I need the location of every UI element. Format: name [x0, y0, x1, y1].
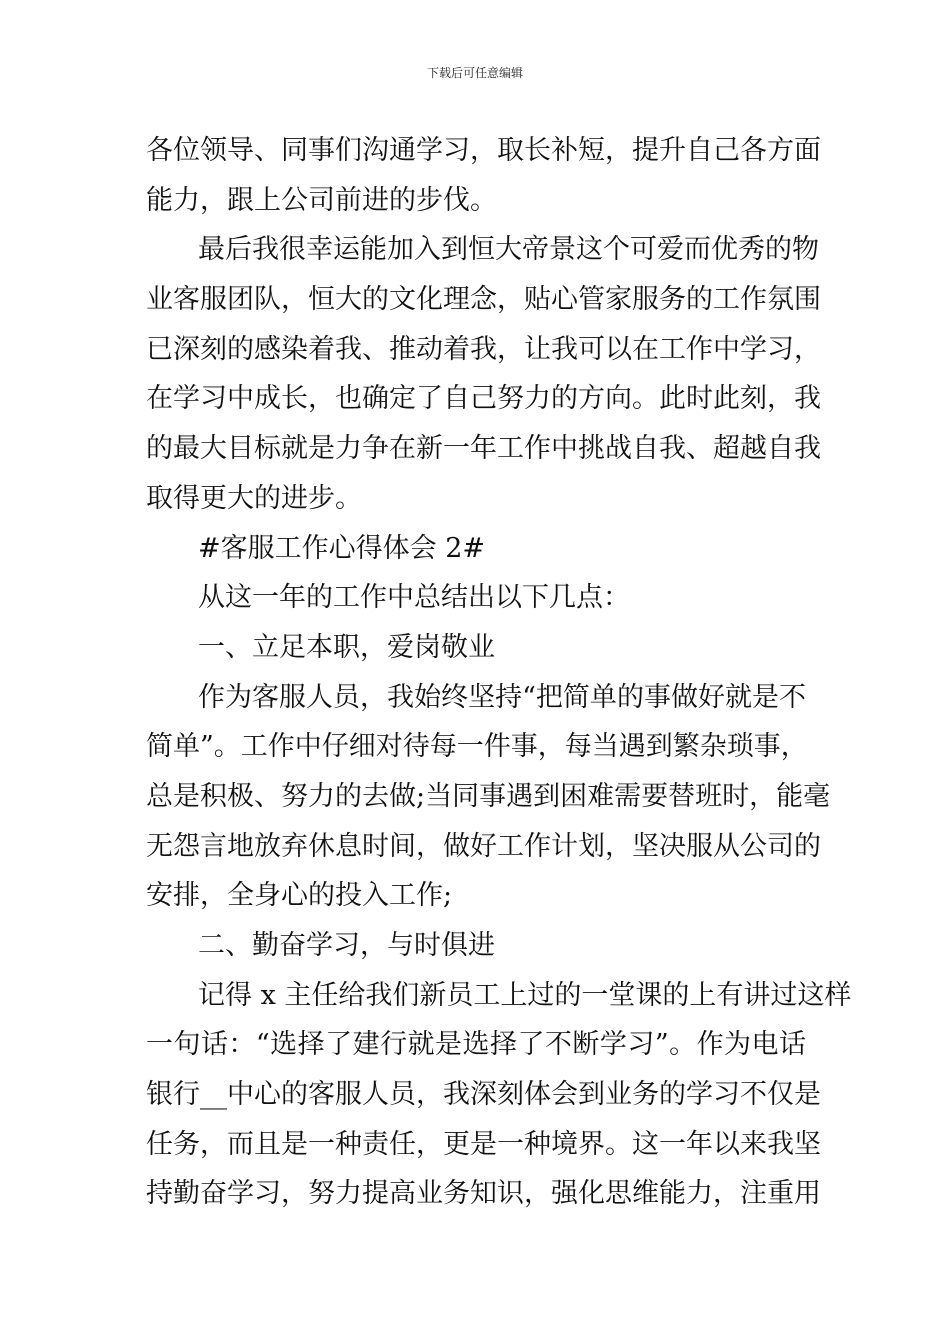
- paragraph-start-line: 从这一年的工作中总结出以下几点：: [198, 582, 630, 614]
- section-heading: 二、勤奋学习，与时俱进: [198, 930, 495, 961]
- text-line: 的最大目标就是力争在新一年工作中挑战自我、超越自我: [146, 433, 821, 465]
- text-line: 一句话：“选择了建行就是选择了不断学习”。作为电话: [146, 1029, 806, 1061]
- document-body: [146, 126, 852, 1219]
- text-line: 已深刻的感染着我、推动着我，让我可以在工作中学习，: [146, 333, 821, 365]
- paragraph-start-line: 作为客服人员，我始终坚持“把简单的事做好就是不: [198, 681, 806, 713]
- text-line: 取得更大的进步。: [146, 482, 362, 514]
- text-line: 无怨言地放弃休息时间，做好工作计划，坚决服从公司的: [146, 830, 821, 862]
- section-title: #客服工作心得体会 2#: [198, 532, 486, 564]
- text-line: 在学习中成长，也确定了自己努力的方向。此时此刻，我: [146, 383, 821, 415]
- text-line: 简单”。工作中仔细对待每一件事，每当遇到繁杂琐事，: [146, 731, 808, 763]
- text-line: 安排，全身心的投入工作;: [146, 880, 453, 912]
- text-line: 总是积极、努力的去做;当同事遇到困难需要替班时，能毫: [146, 780, 831, 812]
- page-header: 下载后可任意编辑: [426, 66, 523, 80]
- text-line: 能力，跟上公司前进的步伐。: [146, 184, 497, 216]
- text-line: 持勤奋学习，努力提高业务知识，强化思维能力，注重用: [146, 1178, 821, 1210]
- paragraph-start-line: 最后我很幸运能加入到恒大帝景这个可爱而优秀的物: [198, 234, 819, 266]
- section-heading: 一、立足本职，爱岗敬业: [198, 631, 495, 663]
- text-line: 业客服团队，恒大的文化理念，贴心管家服务的工作氛围: [146, 284, 821, 316]
- text-line: 银行__中心的客服人员，我深刻体会到业务的学习不仅是: [146, 1079, 821, 1111]
- paragraph-start-line: 记得 x 主任给我们新员工上过的一堂课的上有讲过这样: [198, 979, 852, 1011]
- text-line: 任务，而且是一种责任，更是一种境界。这一年以来我坚: [146, 1128, 821, 1160]
- text-line: 各位领导、同事们沟通学习，取长补短，提升自己各方面: [146, 135, 821, 166]
